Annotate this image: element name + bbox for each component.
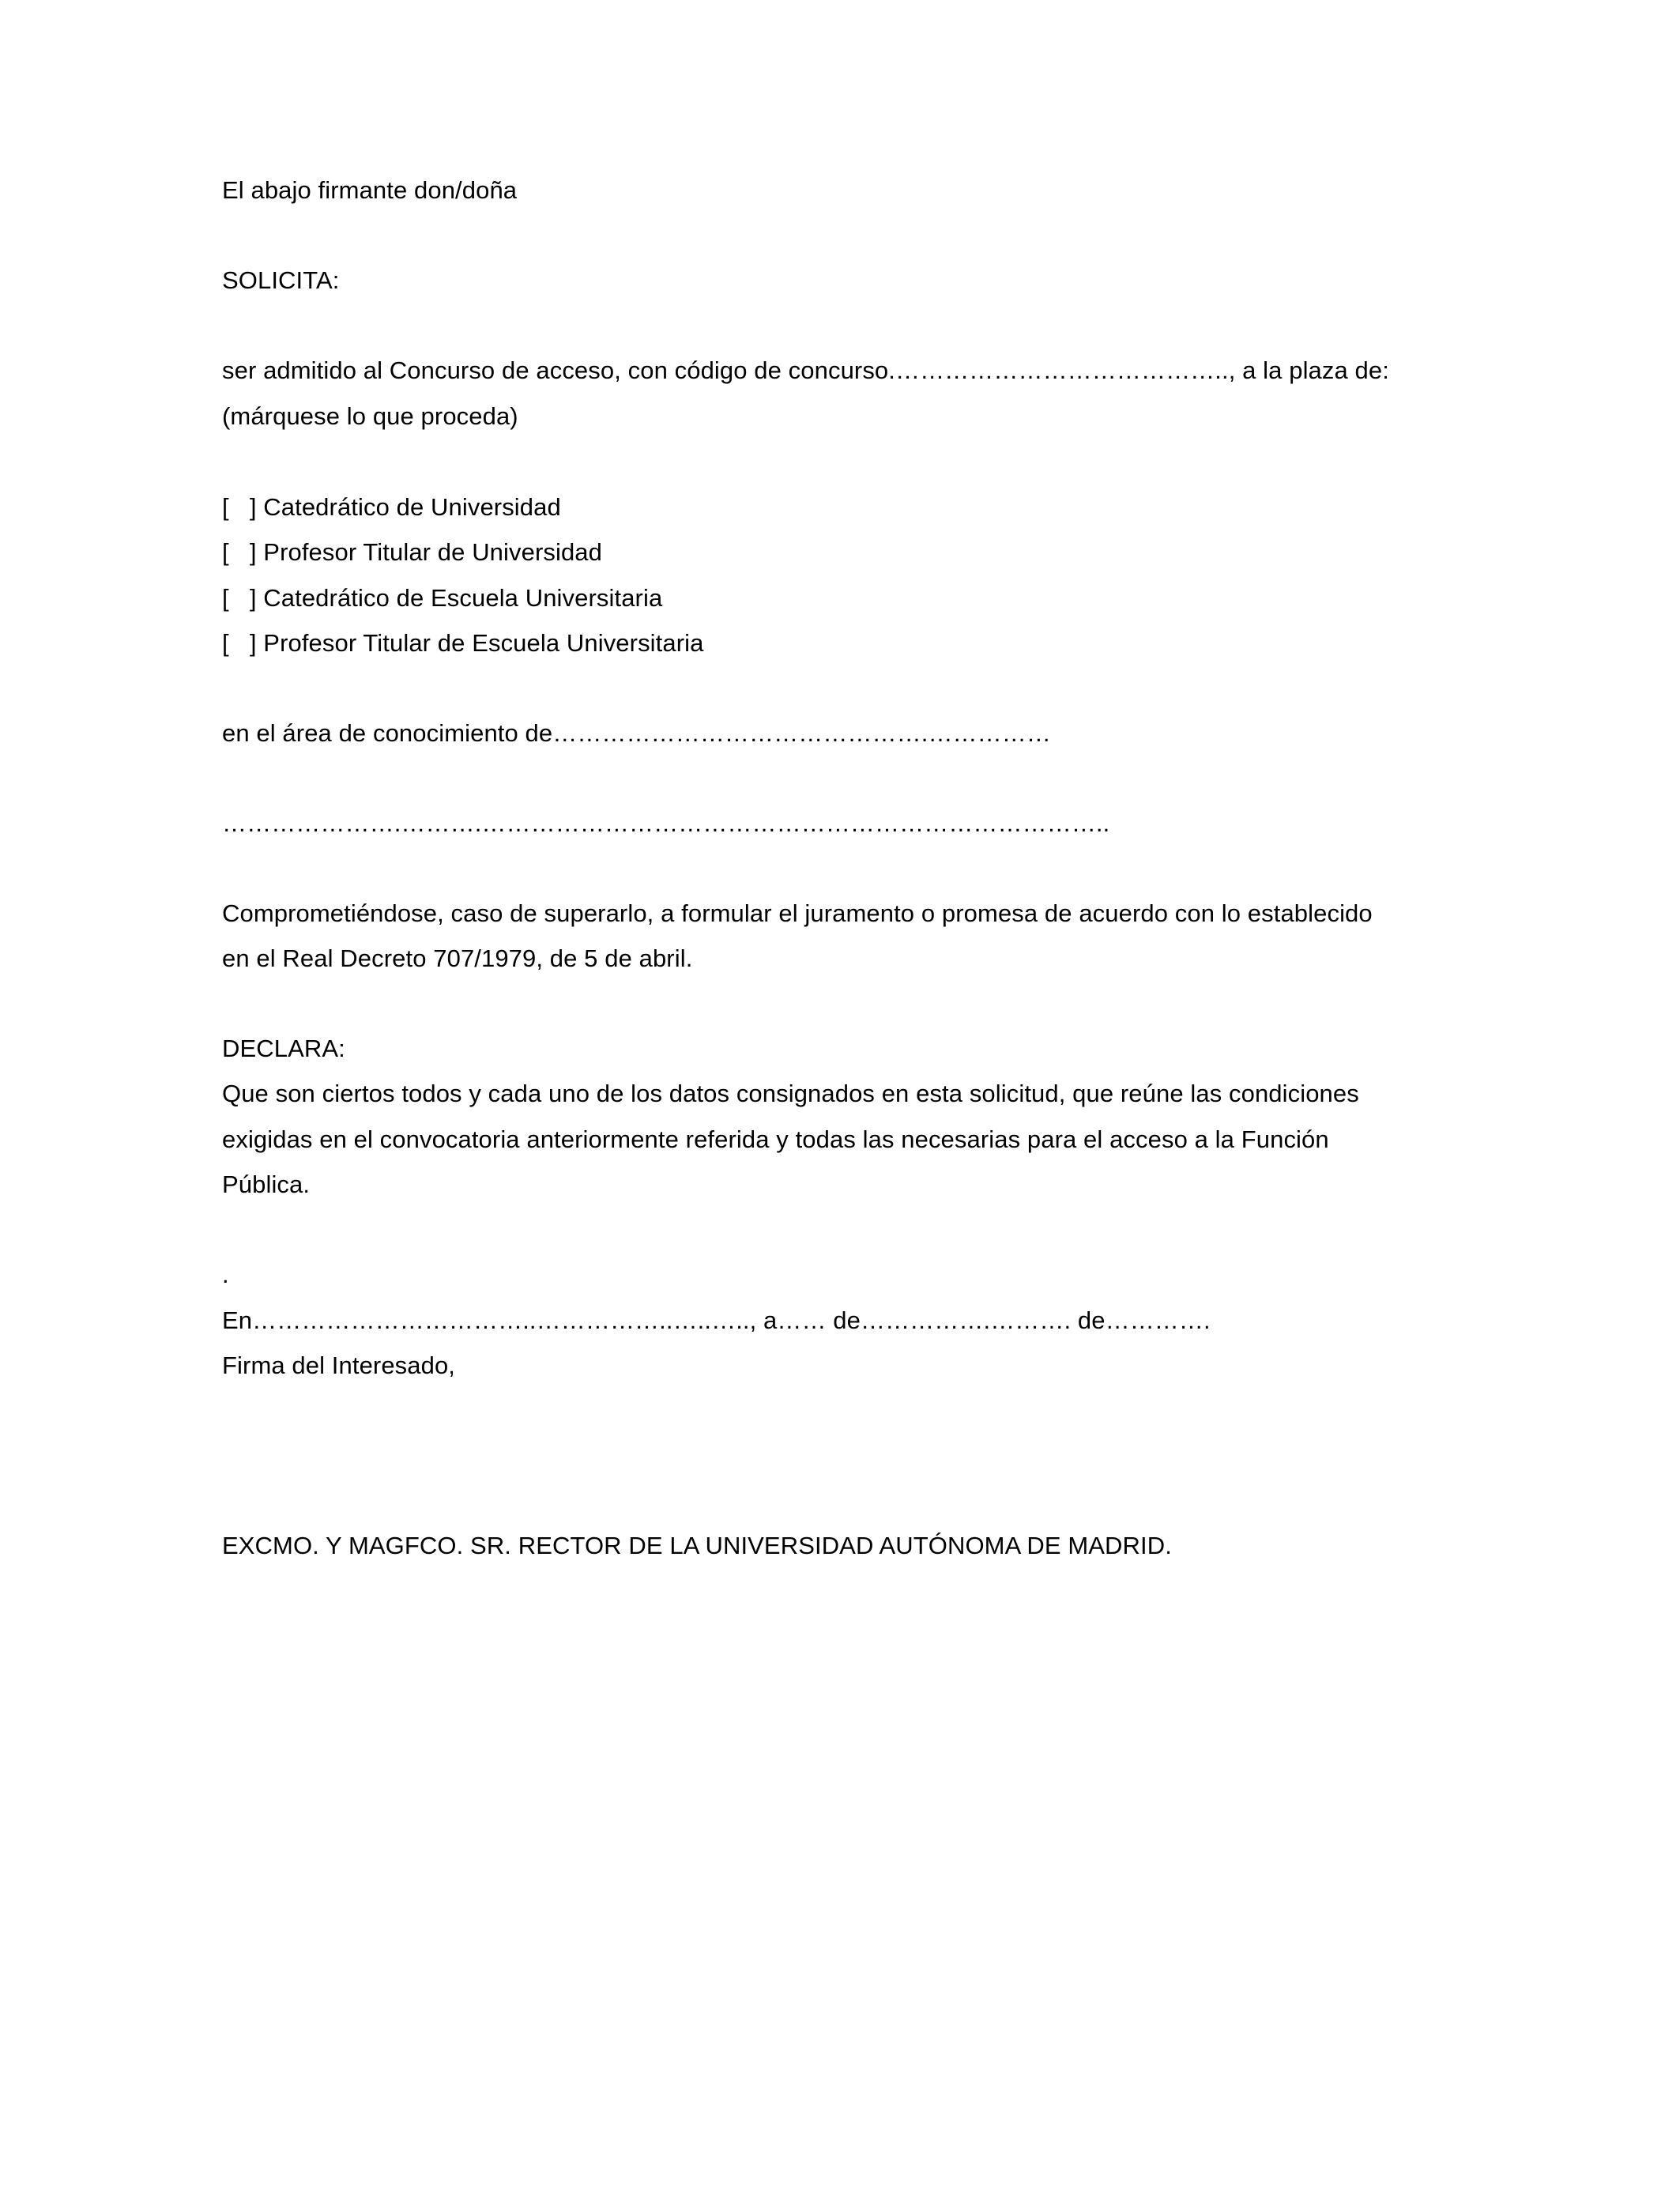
- commitment-line-2: en el Real Decreto 707/1979, de 5 de abril.: [222, 944, 693, 972]
- position-option-4: [222, 628, 703, 659]
- addressee-line: EXCMO. Y MAGFCO. SR. RECTOR DE LA UNIVERSIDAD AUTÓNOMA DE MADRID.: [222, 1532, 1172, 1559]
- declara-line-2: exigidas en el convocatoria anteriormente referida y todas las necesarias para el acceso a la Función: [222, 1125, 1329, 1153]
- checkbox-marker: [ ]: [222, 538, 257, 566]
- checkbox-marker: [ ]: [222, 493, 257, 521]
- mark-instruction: (márquese lo que proceda): [222, 402, 518, 430]
- position-option-1: [222, 492, 561, 523]
- place-date-line: En……………………………..……………..…..….., a…… de…………….………. de………….: [222, 1306, 1211, 1334]
- position-label: Profesor Titular de Escuela Universitaria: [263, 629, 704, 657]
- declara-line-1: Que son ciertos todos y cada uno de los datos consignados en esta solicitud, que reúne las condiciones: [222, 1080, 1359, 1107]
- signature-label: Firma del Interesado,: [222, 1351, 456, 1379]
- position-label: Catedrático de Escuela Universitaria: [263, 584, 663, 612]
- position-label: Catedrático de Universidad: [263, 493, 561, 521]
- position-option-3: [222, 582, 662, 614]
- dot-line: .: [222, 1261, 229, 1288]
- declara-line-3: Pública.: [222, 1171, 311, 1198]
- commitment-line-1: Comprometiéndose, caso de superarlo, a formular el juramento o promesa de acuerdo con lo establecido: [222, 899, 1373, 927]
- intro-text: El abajo firmante don/doña: [222, 176, 518, 204]
- solicita-heading: SOLICITA:: [222, 266, 340, 294]
- checkbox-marker: [ ]: [222, 629, 257, 657]
- declara-heading: DECLARA:: [222, 1035, 345, 1062]
- position-option-2: [222, 537, 602, 568]
- area-continuation-line: ………………….……….…………………………………………………………………..: [222, 809, 1110, 837]
- checkbox-marker: [ ]: [222, 584, 257, 612]
- position-label: Profesor Titular de Universidad: [263, 538, 602, 566]
- admission-request-line: ser admitido al Concurso de acceso, con código de concurso.………………………………….., a la plaza de:: [222, 356, 1389, 384]
- area-of-knowledge-line: en el área de conocimiento de……………………………………….……………: [222, 719, 1051, 747]
